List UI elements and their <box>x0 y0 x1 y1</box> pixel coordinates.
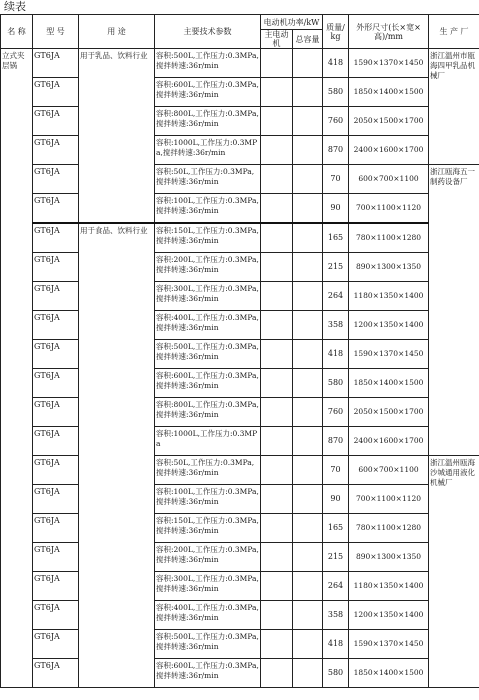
header-model: 型 号 <box>33 15 79 49</box>
cell-power-total <box>293 78 323 107</box>
cell-dims: 700×1100×1120 <box>349 485 429 514</box>
cell-power-main <box>261 223 293 253</box>
table-row <box>1 543 479 572</box>
cell-power-total <box>293 601 323 630</box>
cell-model: GT6JA <box>33 514 79 543</box>
cell-power-total <box>293 572 323 601</box>
cell-mass: 760 <box>323 107 349 136</box>
cell-power-total <box>293 165 323 194</box>
header-maker: 生 产 厂 <box>429 15 479 49</box>
cell-mass: 870 <box>323 136 349 165</box>
cell-power-main <box>261 194 293 224</box>
cell-model: GT6JA <box>33 398 79 427</box>
cell-dims: 2400×1600×1700 <box>349 427 429 456</box>
cell-spec: 容积:500L,工作压力:0.3MPa,搅拌转速:36r/min <box>155 49 261 78</box>
cell-spec: 容积:300L,工作压力:0.3MPa,搅拌转速:36r/min <box>155 572 261 601</box>
cell-mass: 358 <box>323 311 349 340</box>
cell-model: GT6JA <box>33 659 79 688</box>
header-power-total: 总容量 <box>293 30 323 49</box>
cell-power-total <box>293 543 323 572</box>
table-row <box>1 165 479 194</box>
cell-dims: 1200×1350×1400 <box>349 601 429 630</box>
cell-spec: 容积:300L,工作压力:0.3MPa,搅拌转速:36r/min <box>155 282 261 311</box>
cell-mass: 580 <box>323 78 349 107</box>
cell-power-total <box>293 194 323 224</box>
cell-power-total <box>293 427 323 456</box>
cell-spec: 容积:600L,工作压力:0.3MPa,搅拌转速:36r/min <box>155 369 261 398</box>
cell-power-main <box>261 456 293 485</box>
cell-power-main <box>261 485 293 514</box>
cell-power-main <box>261 369 293 398</box>
cell-dims: 890×1300×1350 <box>349 253 429 282</box>
cell-mass: 215 <box>323 253 349 282</box>
cell-model: GT6JA <box>33 49 79 78</box>
cell-spec: 容积:400L,工作压力:0.3MPa,搅拌转速:36r/min <box>155 601 261 630</box>
cell-maker: 浙江温州瓯海沙城通用液化机械厂 <box>429 456 479 688</box>
cell-power-main <box>261 78 293 107</box>
cell-dims: 780×1100×1280 <box>349 223 429 253</box>
table-row <box>1 78 479 107</box>
cell-spec: 容积:800L,工作压力:0.3MPa,搅拌转速:36r/min <box>155 398 261 427</box>
cell-mass: 580 <box>323 659 349 688</box>
cell-dims: 2050×1500×1700 <box>349 107 429 136</box>
cell-name: 立式夹层锅 <box>1 49 33 688</box>
cell-power-main <box>261 398 293 427</box>
cell-power-total <box>293 514 323 543</box>
cell-power-total <box>293 282 323 311</box>
cell-power-main <box>261 659 293 688</box>
table-row <box>1 572 479 601</box>
cell-mass: 760 <box>323 398 349 427</box>
table-row <box>1 194 479 224</box>
cell-power-main <box>261 49 293 78</box>
cell-mass: 870 <box>323 427 349 456</box>
cell-spec: 容积:50L,工作压力:0.3MPa,搅拌转速:36r/min <box>155 456 261 485</box>
table-row <box>1 282 479 311</box>
table-row <box>1 311 479 340</box>
cell-spec: 容积:400L,工作压力:0.3MPa,搅拌转速:36r/min <box>155 311 261 340</box>
cell-power-main <box>261 543 293 572</box>
cell-mass: 70 <box>323 456 349 485</box>
cell-model: GT6JA <box>33 601 79 630</box>
cell-dims: 1200×1350×1400 <box>349 311 429 340</box>
cell-spec: 容积:150L,工作压力:0.3MPa,搅拌转速:36r/min <box>155 514 261 543</box>
cell-power-total <box>293 659 323 688</box>
cell-model: GT6JA <box>33 311 79 340</box>
table-row <box>1 659 479 688</box>
cell-power-main <box>261 253 293 282</box>
cell-power-main <box>261 136 293 165</box>
cell-dims: 1590×1370×1450 <box>349 340 429 369</box>
cell-power-main <box>261 601 293 630</box>
cell-power-total <box>293 340 323 369</box>
cell-power-total <box>293 369 323 398</box>
cell-model: GT6JA <box>33 78 79 107</box>
cell-mass: 264 <box>323 282 349 311</box>
header-usage: 用 途 <box>79 15 155 49</box>
cell-spec: 容积:100L,工作压力:0.3MPa,搅拌转速:36r/min <box>155 485 261 514</box>
cell-power-total <box>293 253 323 282</box>
cell-model: GT6JA <box>33 340 79 369</box>
cell-mass: 418 <box>323 630 349 659</box>
header-mass: 质量/kg <box>323 15 349 49</box>
cell-dims: 1850×1400×1500 <box>349 659 429 688</box>
table-row <box>1 514 479 543</box>
table-row <box>1 601 479 630</box>
cell-power-total <box>293 485 323 514</box>
table-row <box>1 456 479 485</box>
cell-spec: 容积:500L,工作压力:0.3MPa,搅拌转速:36r/min <box>155 340 261 369</box>
cell-spec: 容积:50L,工作压力:0.3MPa,搅拌转速:36r/min <box>155 165 261 194</box>
cell-power-total <box>293 49 323 78</box>
cell-power-total <box>293 630 323 659</box>
cell-power-main <box>261 427 293 456</box>
header-name: 名 称 <box>1 15 33 49</box>
cell-dims: 890×1300×1350 <box>349 543 429 572</box>
cell-mass: 418 <box>323 49 349 78</box>
cell-power-main <box>261 340 293 369</box>
table-body <box>1 49 479 688</box>
cell-spec: 容积:100L,工作压力:0.3MPa,搅拌转速:36r/min <box>155 194 261 224</box>
table-row <box>1 49 479 78</box>
table-row <box>1 427 479 456</box>
cell-model: GT6JA <box>33 630 79 659</box>
header-spec: 主要技术参数 <box>155 15 261 49</box>
table-row <box>1 630 479 659</box>
cell-mass: 165 <box>323 514 349 543</box>
cell-dims: 1850×1400×1500 <box>349 78 429 107</box>
cell-power-total <box>293 223 323 253</box>
cell-mass: 358 <box>323 601 349 630</box>
cell-model: GT6JA <box>33 282 79 311</box>
header-power-main: 主电动机 <box>261 30 293 49</box>
cell-mass: 90 <box>323 485 349 514</box>
cell-usage: 用于乳品、饮料行业 <box>79 49 155 224</box>
table-row <box>1 136 479 165</box>
cell-spec: 容积:1000L,工作压力:0.3MPa <box>155 427 261 456</box>
cell-power-main <box>261 630 293 659</box>
cell-power-main <box>261 165 293 194</box>
cell-power-total <box>293 456 323 485</box>
cell-model: GT6JA <box>33 253 79 282</box>
cell-power-total <box>293 136 323 165</box>
table-row <box>1 223 479 253</box>
cell-spec: 容积:500L,工作压力:0.3MPa,搅拌转速:36r/min <box>155 630 261 659</box>
cell-model: GT6JA <box>33 369 79 398</box>
cell-maker: 浙江温州市瓯海四甲乳品机械厂 <box>429 49 479 165</box>
cell-dims: 600×700×1100 <box>349 165 429 194</box>
table-row <box>1 253 479 282</box>
cell-power-total <box>293 107 323 136</box>
cell-model: GT6JA <box>33 194 79 224</box>
cell-mass: 215 <box>323 543 349 572</box>
cell-spec: 容积:600L,工作压力:0.3MPa,搅拌转速:36r/min <box>155 78 261 107</box>
cell-power-main <box>261 107 293 136</box>
cell-model: GT6JA <box>33 107 79 136</box>
cell-model: GT6JA <box>33 136 79 165</box>
cell-dims: 700×1100×1120 <box>349 194 429 224</box>
cell-spec: 容积:200L,工作压力:0.3MPa,搅拌转速:36r/min <box>155 543 261 572</box>
cell-dims: 1180×1350×1400 <box>349 282 429 311</box>
cell-dims: 1590×1370×1450 <box>349 630 429 659</box>
header-power: 电动机功率/kW <box>261 15 323 30</box>
cell-power-total <box>293 398 323 427</box>
cell-model: GT6JA <box>33 223 79 253</box>
table-row <box>1 340 479 369</box>
cell-power-total <box>293 311 323 340</box>
cell-model: GT6JA <box>33 165 79 194</box>
cell-dims: 600×700×1100 <box>349 456 429 485</box>
cell-power-main <box>261 282 293 311</box>
cell-spec: 容积:600L,工作压力:0.3MPa,搅拌转速:36r/min <box>155 659 261 688</box>
cell-dims: 1850×1400×1500 <box>349 369 429 398</box>
cell-mass: 90 <box>323 194 349 224</box>
cell-model: GT6JA <box>33 456 79 485</box>
cell-model: GT6JA <box>33 543 79 572</box>
cell-spec: 容积:1000L,工作压力:0.3MPa,搅拌转速:36r/min <box>155 136 261 165</box>
cell-model: GT6JA <box>33 427 79 456</box>
cell-mass: 70 <box>323 165 349 194</box>
table-row <box>1 398 479 427</box>
cell-mass: 264 <box>323 572 349 601</box>
cell-spec: 容积:800L,工作压力:0.3MPa,搅拌转速:36r/min <box>155 107 261 136</box>
table-row <box>1 485 479 514</box>
cell-power-main <box>261 514 293 543</box>
table-row <box>1 107 479 136</box>
cell-dims: 2050×1500×1700 <box>349 398 429 427</box>
table-row <box>1 369 479 398</box>
cell-mass: 580 <box>323 369 349 398</box>
cell-power-main <box>261 311 293 340</box>
header-dims: 外形尺寸(长×宽×高)/mm <box>349 15 429 49</box>
cell-model: GT6JA <box>33 572 79 601</box>
cell-power-main <box>261 572 293 601</box>
cell-usage: 用于食品、饮料行业 <box>79 223 155 688</box>
cell-maker: 浙江瓯海五一制药设备厂 <box>429 165 479 456</box>
equipment-table <box>0 14 479 688</box>
cell-dims: 780×1100×1280 <box>349 514 429 543</box>
cell-spec: 容积:150L,工作压力:0.3MPa,搅拌转速:36r/min <box>155 223 261 253</box>
cell-mass: 165 <box>323 223 349 253</box>
cell-dims: 1590×1370×1450 <box>349 49 429 78</box>
table-caption: 续表 <box>4 0 26 13</box>
cell-model: GT6JA <box>33 485 79 514</box>
cell-spec: 容积:200L,工作压力:0.3MPa,搅拌转速:36r/min <box>155 253 261 282</box>
cell-dims: 2400×1600×1700 <box>349 136 429 165</box>
cell-dims: 1180×1350×1400 <box>349 572 429 601</box>
cell-mass: 418 <box>323 340 349 369</box>
